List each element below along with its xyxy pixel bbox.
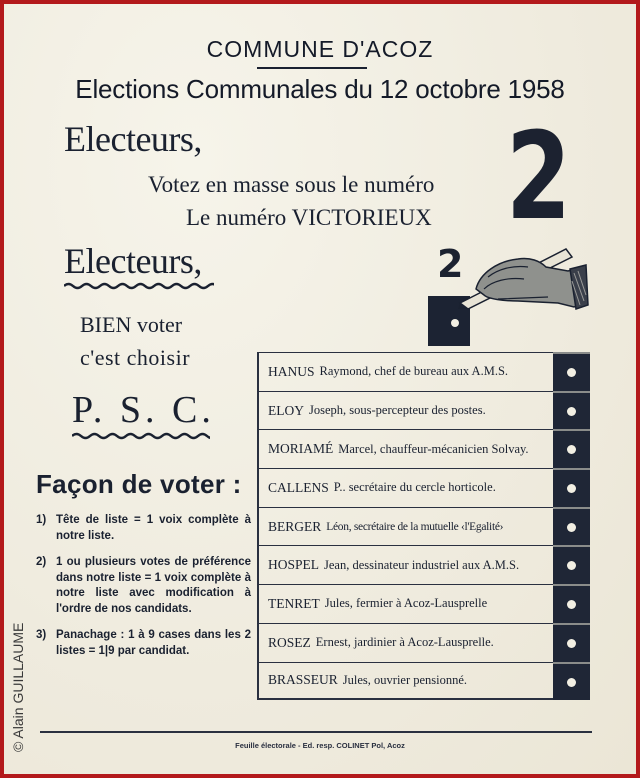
copyright-watermark: © Alain GUILLAUME xyxy=(10,622,26,752)
vote-dot-icon xyxy=(567,561,576,570)
candidate-details: Jules, ouvrier pensionné. xyxy=(342,672,468,687)
voting-rules-list xyxy=(36,513,251,670)
voting-rule xyxy=(36,513,251,544)
vote-box[interactable] xyxy=(553,623,590,662)
title-underline xyxy=(257,67,367,69)
candidate-details: Ernest, jardinier à Acoz-Lausprelle. xyxy=(315,635,494,650)
candidate-row xyxy=(257,507,590,546)
candidate-details: Léon, secrétaire de la mutuelle ‹l'Egalité› xyxy=(326,520,504,533)
candidate-details: Raymond, chef de bureau aux A.M.S. xyxy=(319,364,509,379)
votez-line: Votez en masse sous le numéro xyxy=(148,172,435,197)
candidate-name: ROSEZ xyxy=(268,634,311,650)
rule-text: 1 ou plusieurs votes de préférence dans notre liste = 1 voix complète à notre liste avec modification à l'ordre de nos candidats. xyxy=(56,556,251,615)
rule-number: 3) xyxy=(36,629,47,641)
choisir-text: c'est choisir xyxy=(80,345,191,370)
electeurs-heading-2: Electeurs, xyxy=(64,241,202,281)
vote-box[interactable] xyxy=(553,545,590,584)
election-title: Elections Communales du 12 octobre 1958 xyxy=(75,74,565,104)
vote-box[interactable] xyxy=(553,429,590,468)
bien-voter-text: BIEN voter xyxy=(80,312,183,337)
commune-title: COMMUNE D'ACOZ xyxy=(206,36,434,62)
candidate-row xyxy=(257,352,590,391)
vote-box[interactable] xyxy=(553,352,590,391)
candidate-row xyxy=(257,429,590,468)
illustration-list-number: 2 xyxy=(437,242,464,286)
electeurs-heading-1: Electeurs, xyxy=(64,119,202,159)
candidate-name: HOSPEL xyxy=(268,557,320,573)
candidate-row xyxy=(257,623,590,662)
vote-dot-icon xyxy=(567,639,576,648)
candidate-details: Jules, fermier à Acoz-Lausprelle xyxy=(324,596,488,611)
candidate-name: BRASSEUR xyxy=(268,672,338,688)
vote-dot-icon xyxy=(567,678,576,687)
vote-box[interactable] xyxy=(553,468,590,507)
footer-divider xyxy=(40,731,592,733)
candidate-row xyxy=(257,468,590,507)
candidate-name: HANUS xyxy=(268,363,315,379)
candidate-row xyxy=(257,662,590,701)
vote-dot-icon xyxy=(567,445,576,454)
rule-number: 1) xyxy=(36,514,47,526)
vote-dot-icon xyxy=(567,600,576,609)
candidate-ballot-list xyxy=(257,352,590,701)
candidate-row xyxy=(257,545,590,584)
vote-dot-icon xyxy=(567,368,576,377)
candidate-row xyxy=(257,391,590,430)
voting-method-title: Façon de voter : xyxy=(36,469,242,499)
footer-imprint: Feuille électorale - Ed. resp. COLINET Pol, Acoz xyxy=(235,741,405,750)
vote-box[interactable] xyxy=(553,584,590,623)
party-name: P. S. C. xyxy=(72,389,215,431)
rule-text: Panachage : 1 à 9 cases dans les 2 listes = 1|9 par candidat. xyxy=(56,629,251,657)
vote-box[interactable] xyxy=(553,507,590,546)
victorieux-line: Le numéro VICTORIEUX xyxy=(186,205,432,230)
voting-rule xyxy=(36,555,251,617)
candidate-name: BERGER xyxy=(268,518,322,534)
candidate-details: Jean, dessinateur industriel aux A.M.S. xyxy=(324,557,520,572)
vote-box[interactable] xyxy=(553,662,590,701)
candidate-details: Marcel, chauffeur-mécanicien Solvay. xyxy=(338,441,529,456)
vote-box[interactable] xyxy=(553,391,590,430)
vote-dot-icon xyxy=(567,407,576,416)
rule-number: 2) xyxy=(36,556,47,568)
hand-with-pencil-icon xyxy=(458,243,593,318)
candidate-name: CALLENS xyxy=(268,479,329,495)
candidate-name: TENRET xyxy=(268,595,320,611)
big-list-number: 2 xyxy=(506,108,572,247)
voting-rule xyxy=(36,628,251,659)
vote-dot-icon xyxy=(567,523,576,532)
rule-text: Tête de liste = 1 voix complète à notre liste. xyxy=(56,514,251,542)
wavy-underline-icon xyxy=(64,282,214,290)
candidate-details: Joseph, sous-percepteur des postes. xyxy=(309,403,486,418)
candidate-row xyxy=(257,584,590,623)
candidate-name: MORIAMÉ xyxy=(268,441,334,457)
candidate-name: ELOY xyxy=(268,402,304,418)
candidate-details: P.. secrétaire du cercle horticole. xyxy=(333,480,496,495)
wavy-underline-icon xyxy=(72,432,210,440)
vote-dot-icon xyxy=(567,484,576,493)
